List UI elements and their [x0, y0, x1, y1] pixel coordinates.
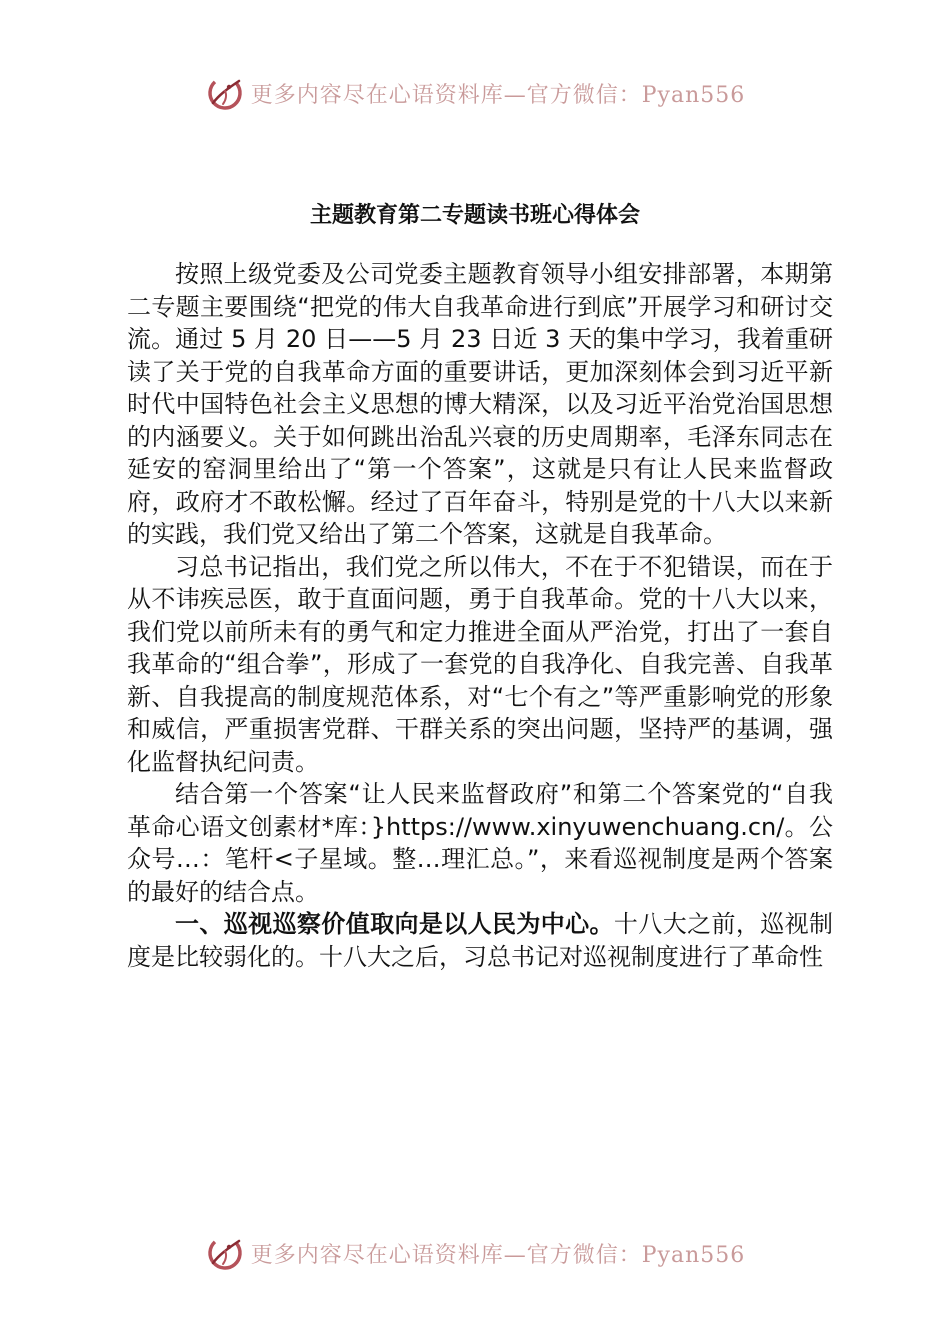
document-body	[127, 258, 833, 973]
paragraph-1	[127, 258, 833, 551]
paragraph-2	[127, 551, 833, 779]
paragraph-4	[127, 908, 833, 973]
section-heading-1: 一、巡视巡察价值取向是以人民为中心。	[175, 910, 614, 938]
header-banner-text: 更多内容尽在心语资料库—官方微信：Pyan556	[250, 82, 746, 108]
header-banner	[0, 70, 950, 116]
ink-brush-logo-icon	[205, 73, 245, 113]
paragraph-2-text: 习总书记指出，我们党之所以伟大，不在于不犯错误，而在于从不讳疾忌医，敢于直面问题，勇于自我革命。党的十八大以来，我们党以前所未有的勇气和定力推进全面从严治党，打出了一套自我革命的“组合拳”，形成了一套党的自我净化、自我完善、自我革新、自我提高的制度规范体系，对“七个有之”等严重影响党的形象和威信，严重损害党群、干群关系的突出问题，坚持严的基调，强化监督执纪问责。	[127, 552, 833, 776]
paragraph-3-text: 结合第一个答案“让人民来监督政府”和第二个答案党的“自我革命心语文创素材*库：}https://www.xinyuwenchuang.cn/。公众号…：笔杆<子星域。整…理汇总。”，来看巡视制度是两个答案的最好的结合点。	[127, 780, 833, 906]
paragraph-3	[127, 778, 833, 908]
footer-banner-text: 更多内容尽在心语资料库—官方微信：Pyan556	[250, 1242, 746, 1268]
document-title: 主题教育第二专题读书班心得体会	[309, 203, 640, 228]
paragraph-4-text: 十八大之前，巡视制度是比较弱化的。十八大之后，习总书记对巡视制度进行了革命性	[127, 910, 833, 971]
footer-banner	[0, 1230, 950, 1276]
ink-brush-logo-icon	[205, 1233, 245, 1273]
paragraph-1-text: 按照上级党委及公司党委主题教育领导小组安排部署，本期第二专题主要围绕“把党的伟大自我革命进行到底”开展学习和研讨交流。通过 5 月 20 日——5 月 23 日近 3 天的集中学习，我着重研读了关于党的自我革命方面的重要讲话，更加深刻体会到习近平新时代中国特色社会主义思想的博大精深，以及习近平治党治国思想的内涵要义。关于如何跳出治乱兴衰的历史周期率，毛泽东同志在延安的窑洞里给出了“第一个答案”，这就是只有让人民来监督政府，政府才不敢松懈。经过了百年奋斗，特别是党的十八大以来新的实践，我们党又给出了第二个答案，这就是自我革命。	[127, 260, 833, 548]
